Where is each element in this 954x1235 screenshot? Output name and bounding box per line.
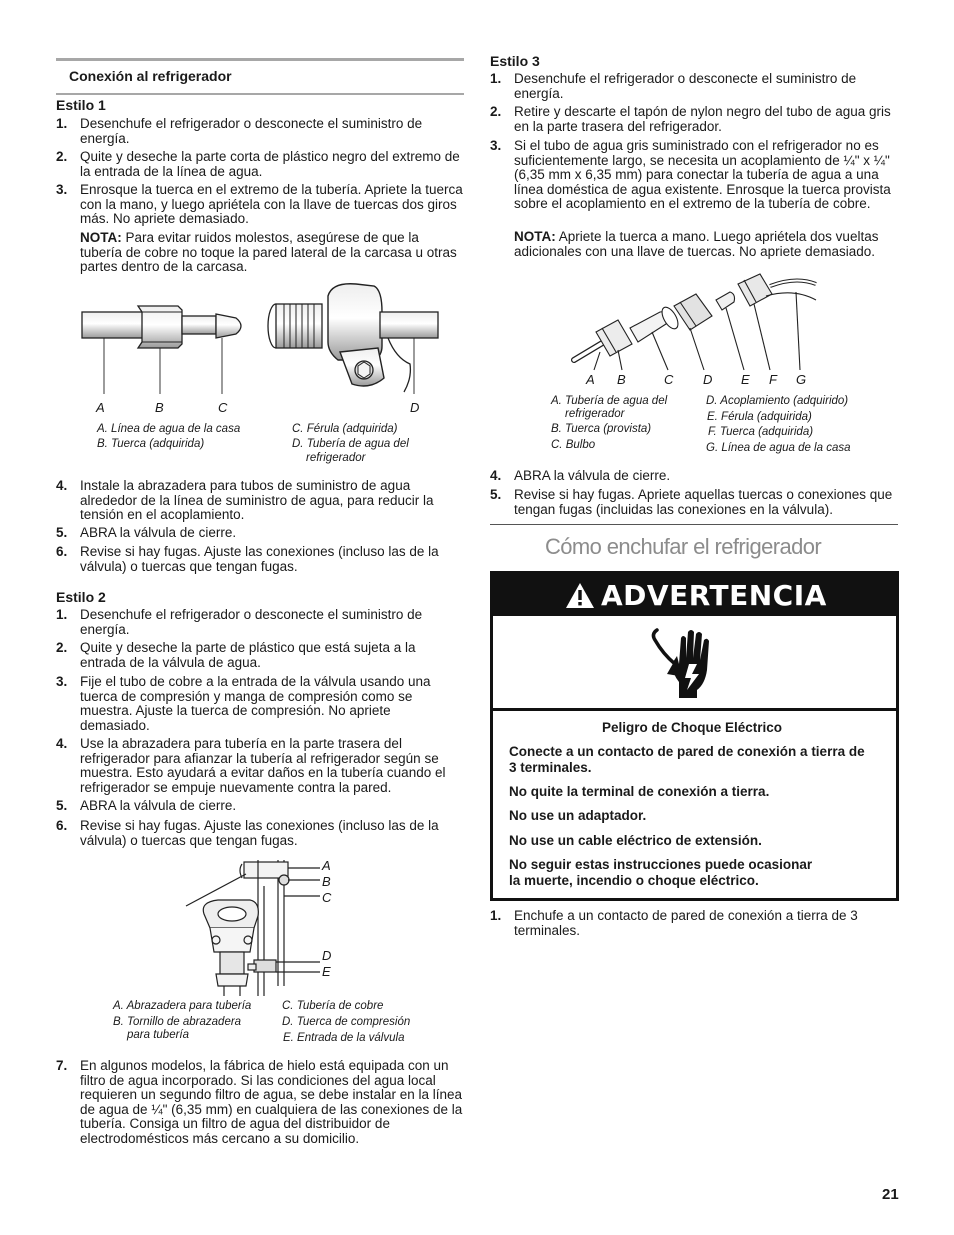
valve-connection-figure bbox=[180, 856, 330, 998]
figure-caption: B. Tuerca (provista) bbox=[551, 423, 652, 435]
figure-letter: E bbox=[322, 964, 331, 979]
note: NOTA: Para evitar ruidos molestos, asegúrese de que la tubería de cobre no toque la pared lateral de la carcasa u otras partes dentro de la carcasa. bbox=[80, 230, 457, 275]
warning-line: No seguir estas instrucciones puede ocasionar bbox=[509, 857, 813, 872]
warning-box bbox=[490, 571, 899, 901]
warning-line: No use un cable eléctrico de extensión. bbox=[509, 833, 762, 848]
figure-letter: A bbox=[322, 858, 331, 873]
figure-caption: D. Tubería de agua del bbox=[292, 438, 409, 450]
figure-caption: E. Entrada de la válvula bbox=[283, 1032, 405, 1044]
warning-triangle-icon bbox=[565, 582, 595, 609]
page-number: 21 bbox=[882, 1186, 899, 1203]
section-divider bbox=[490, 524, 898, 525]
figure-caption: D. Acoplamiento (adquirido) bbox=[706, 395, 849, 407]
figure-caption: C. Férula (adquirida) bbox=[292, 423, 398, 435]
figure-caption: F. Tuerca (adquirida) bbox=[708, 426, 814, 438]
figure-letter: D bbox=[322, 948, 332, 963]
figure-letter: B bbox=[322, 874, 331, 889]
warning-line: Peligro de Choque Eléctrico bbox=[602, 720, 783, 735]
warning-line: No quite la terminal de conexión a tierra. bbox=[509, 784, 770, 799]
figure-letter: B bbox=[617, 372, 626, 387]
estilo-3-heading: Estilo 3 bbox=[490, 53, 540, 69]
warning-line: 3 terminales. bbox=[509, 760, 592, 775]
figure-caption: A. Abrazadera para tubería bbox=[113, 1000, 252, 1012]
section-title: Conexión al refrigerador bbox=[69, 68, 232, 84]
figure-letter: B bbox=[155, 400, 164, 415]
warning-line: No use un adaptador. bbox=[509, 808, 647, 823]
figure-caption: B. Tuerca (adquirida) bbox=[97, 438, 205, 450]
figure-caption: para tubería bbox=[127, 1029, 190, 1041]
electric-shock-hand-icon bbox=[649, 624, 719, 700]
figure-letter: C bbox=[218, 400, 228, 415]
figure-caption: D. Tuerca de compresión bbox=[282, 1016, 411, 1028]
figure-caption: G. Línea de agua de la casa bbox=[706, 442, 851, 454]
warning-line: Conecte a un contacto de pared de conexión a tierra de bbox=[509, 744, 865, 759]
estilo-1-heading: Estilo 1 bbox=[56, 97, 106, 113]
section-header bbox=[56, 58, 464, 95]
pipe-connection-figure-1 bbox=[70, 282, 450, 400]
figure-caption: refrigerador bbox=[565, 408, 625, 420]
figure-letter: C bbox=[664, 372, 674, 387]
figure-letter: G bbox=[796, 372, 807, 387]
coupling-connection-figure bbox=[570, 266, 820, 372]
section-title-plug: Cómo enchufar el refrigerador bbox=[545, 534, 822, 559]
figure-letter: A bbox=[586, 372, 595, 387]
figure-caption: A. Línea de agua de la casa bbox=[97, 423, 241, 435]
figure-letter: E bbox=[741, 372, 750, 387]
figure-letter: D bbox=[410, 400, 420, 415]
figure-letter: F bbox=[769, 372, 777, 387]
figure-caption: E. Férula (adquirida) bbox=[707, 411, 812, 423]
figure-caption: C. Bulbo bbox=[551, 439, 596, 451]
figure-letter: C bbox=[322, 890, 332, 905]
note: NOTA: Apriete la tuerca a mano. Luego apriétela dos vueltas adicionales con una llave de tuercas. No apriete demasiado. bbox=[514, 229, 879, 259]
warning-header bbox=[493, 574, 896, 616]
figure-letter: A bbox=[96, 400, 105, 415]
estilo-2-heading: Estilo 2 bbox=[56, 589, 106, 605]
figure-caption: refrigerador bbox=[306, 452, 366, 464]
figure-letter: D bbox=[703, 372, 713, 387]
warning-icon-area bbox=[493, 616, 896, 711]
figure-caption: A. Tubería de agua del bbox=[551, 395, 668, 407]
warning-line: la muerte, incendio o choque eléctrico. bbox=[509, 873, 759, 888]
warning-title: ADVERTENCIA bbox=[601, 579, 827, 612]
figure-caption: B. Tornillo de abrazadera bbox=[113, 1016, 242, 1028]
figure-caption: C. Tubería de cobre bbox=[282, 1000, 384, 1012]
